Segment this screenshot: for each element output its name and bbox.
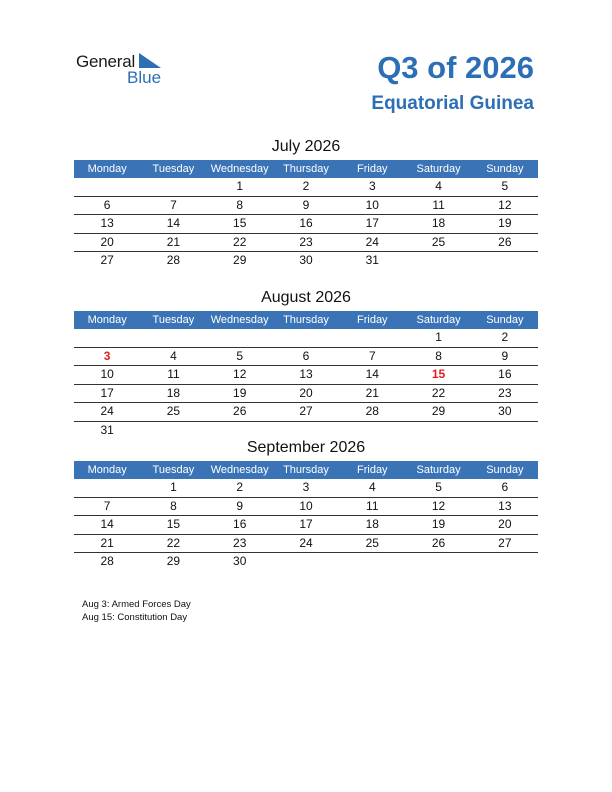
logo-general-text: General xyxy=(76,52,136,71)
day-cell: 18 xyxy=(365,517,379,531)
weekday-label: Monday xyxy=(87,163,127,175)
day-cell: 30 xyxy=(299,253,313,267)
day-cell: 20 xyxy=(299,385,313,400)
month-july xyxy=(74,136,538,270)
week-row xyxy=(74,403,538,422)
day-cell xyxy=(339,329,405,347)
day-cell: 13 xyxy=(100,216,114,230)
day-cell xyxy=(472,553,538,571)
day-cell xyxy=(339,553,405,571)
day-cell: 7 xyxy=(170,197,177,212)
month-august xyxy=(74,287,538,439)
day-cell: 7 xyxy=(103,498,111,513)
day-cell: 19 xyxy=(431,517,446,531)
weekday-label: Sunday xyxy=(486,163,524,175)
day-cell: 23 xyxy=(233,535,247,550)
day-cell: 29 xyxy=(233,253,247,267)
day-cell: 1 xyxy=(236,179,244,193)
day-cell: 16 xyxy=(299,216,313,230)
day-cell: 5 xyxy=(435,480,442,494)
day-cell: 10 xyxy=(299,498,313,513)
day-cell: 18 xyxy=(166,385,181,400)
day-cell: 4 xyxy=(170,348,177,363)
day-cell xyxy=(472,252,538,270)
weekday-label: Sunday xyxy=(486,314,524,326)
day-cell: 26 xyxy=(233,404,247,418)
day-cell xyxy=(273,329,339,347)
day-cell: 17 xyxy=(365,216,379,230)
day-cell xyxy=(273,553,339,571)
day-cell: 28 xyxy=(100,554,114,568)
holiday-note: Aug 3: Armed Forces Day xyxy=(82,599,191,610)
day-cell: 23 xyxy=(498,385,512,400)
weekday-header xyxy=(74,461,538,479)
day-cell: 15 xyxy=(431,367,446,381)
day-cell: 15 xyxy=(233,216,247,230)
weekday-label: Tuesday xyxy=(152,163,195,175)
day-cell xyxy=(74,479,140,497)
day-cell xyxy=(140,329,206,347)
day-cell: 2 xyxy=(501,330,509,344)
day-cell: 24 xyxy=(299,535,313,550)
day-cell: 12 xyxy=(233,367,247,381)
day-cell: 8 xyxy=(170,498,177,513)
day-cell: 29 xyxy=(431,404,446,418)
day-cell xyxy=(140,178,206,196)
week-row xyxy=(74,535,538,554)
day-cell: 3 xyxy=(103,348,111,363)
week-row xyxy=(74,234,538,253)
day-cell: 26 xyxy=(431,535,446,550)
day-cell: 10 xyxy=(365,197,379,212)
day-cell: 5 xyxy=(236,348,244,363)
weekday-label: Thursday xyxy=(283,163,329,175)
day-cell: 4 xyxy=(435,179,442,193)
day-cell: 17 xyxy=(100,385,114,400)
weekday-header xyxy=(74,311,538,329)
day-cell: 27 xyxy=(100,253,114,267)
day-cell: 25 xyxy=(365,535,379,550)
week-row xyxy=(74,329,538,348)
week-row xyxy=(74,366,538,385)
day-cell: 9 xyxy=(501,348,509,363)
month-title: September 2026 xyxy=(246,439,366,456)
day-cell: 5 xyxy=(501,179,509,193)
day-cell: 4 xyxy=(368,480,376,494)
day-cell: 14 xyxy=(100,517,114,531)
day-cell: 11 xyxy=(432,197,445,212)
day-cell: 27 xyxy=(498,535,512,550)
day-cell: 6 xyxy=(103,197,111,212)
day-cell: 30 xyxy=(233,554,247,568)
day-cell: 28 xyxy=(365,404,379,418)
day-cell: 12 xyxy=(498,197,512,212)
day-cell: 16 xyxy=(233,517,247,531)
day-cell: 7 xyxy=(368,348,376,363)
week-row xyxy=(74,498,538,517)
day-cell: 28 xyxy=(166,253,181,267)
day-cell: 29 xyxy=(166,554,181,568)
day-cell: 23 xyxy=(299,234,313,249)
day-cell: 16 xyxy=(498,367,512,381)
weekday-label: Friday xyxy=(357,163,388,175)
week-row xyxy=(74,479,538,498)
day-cell: 11 xyxy=(366,498,379,513)
month-title: August 2026 xyxy=(261,289,351,306)
weekday-label: Monday xyxy=(87,464,127,476)
day-cell: 21 xyxy=(100,535,114,550)
day-cell: 1 xyxy=(170,480,177,494)
holiday-note: Aug 15: Constitution Day xyxy=(82,612,188,623)
logo xyxy=(76,52,176,88)
day-cell: 11 xyxy=(167,367,180,381)
week-row xyxy=(74,252,538,270)
weekday-label: Friday xyxy=(357,314,388,326)
weekday-label: Wednesday xyxy=(210,464,269,476)
day-cell: 12 xyxy=(431,498,446,513)
day-cell: 15 xyxy=(166,517,181,531)
day-cell: 25 xyxy=(431,234,446,249)
week-row xyxy=(74,553,538,571)
day-cell: 8 xyxy=(236,197,244,212)
week-row xyxy=(74,197,538,216)
page-subtitle: Equatorial Guinea xyxy=(371,93,534,114)
day-cell: 22 xyxy=(431,385,446,400)
day-cell: 10 xyxy=(100,367,114,381)
day-cell xyxy=(74,329,140,347)
day-cell: 18 xyxy=(431,216,446,230)
day-cell: 9 xyxy=(302,197,310,212)
weekday-label: Saturday xyxy=(416,464,461,476)
weekday-label: Saturday xyxy=(416,314,461,326)
week-row xyxy=(74,385,538,404)
weekday-label: Monday xyxy=(87,314,127,326)
day-cell: 1 xyxy=(435,330,442,344)
logo-blue-text: Blue xyxy=(127,68,162,87)
weekday-label: Sunday xyxy=(486,464,524,476)
day-cell: 13 xyxy=(299,367,313,381)
day-cell: 27 xyxy=(299,404,313,418)
day-cell: 19 xyxy=(233,385,247,400)
day-cell: 20 xyxy=(498,517,512,531)
day-cell: 21 xyxy=(365,385,379,400)
day-cell: 3 xyxy=(368,179,376,193)
day-cell: 22 xyxy=(233,234,247,249)
day-cell xyxy=(207,329,273,347)
day-cell: 31 xyxy=(365,253,379,267)
weekday-header xyxy=(74,160,538,178)
day-cell: 22 xyxy=(166,535,181,550)
day-cell: 9 xyxy=(236,498,244,513)
day-cell: 2 xyxy=(302,179,310,193)
day-cell: 2 xyxy=(236,480,244,494)
day-cell: 21 xyxy=(166,234,181,249)
month-september xyxy=(74,437,538,571)
day-cell: 24 xyxy=(100,404,114,418)
day-cell: 25 xyxy=(166,404,181,418)
day-cell: 31 xyxy=(100,422,114,437)
weekday-label: Thursday xyxy=(283,464,329,476)
weekday-label: Friday xyxy=(357,464,388,476)
day-cell: 14 xyxy=(365,367,379,381)
day-cell: 17 xyxy=(299,517,313,531)
day-cell: 24 xyxy=(365,234,379,249)
day-cell: 14 xyxy=(166,216,181,230)
weekday-label: Thursday xyxy=(283,314,329,326)
logo-flag-icon xyxy=(139,53,161,68)
weekday-label: Wednesday xyxy=(210,314,269,326)
day-cell: 30 xyxy=(498,404,512,418)
week-row xyxy=(74,178,538,197)
page-title: Q3 of 2026 xyxy=(377,50,534,85)
day-cell: 6 xyxy=(501,480,509,494)
weekday-label: Saturday xyxy=(416,163,461,175)
day-cell xyxy=(74,178,140,196)
weekday-label: Tuesday xyxy=(152,314,195,326)
weekday-label: Tuesday xyxy=(152,464,195,476)
day-cell xyxy=(405,553,471,571)
day-cell: 19 xyxy=(498,216,512,230)
day-cell: 6 xyxy=(302,348,310,363)
day-cell xyxy=(405,252,471,270)
weekday-label: Wednesday xyxy=(210,163,269,175)
day-cell: 3 xyxy=(302,480,310,494)
month-title: July 2026 xyxy=(271,138,341,155)
day-cell: 26 xyxy=(498,234,512,249)
week-row xyxy=(74,215,538,234)
day-cell: 20 xyxy=(100,234,114,249)
day-cell: 13 xyxy=(498,498,512,513)
day-cell: 8 xyxy=(435,348,442,363)
week-row xyxy=(74,348,538,367)
holiday-notes xyxy=(82,598,191,624)
week-row xyxy=(74,516,538,535)
